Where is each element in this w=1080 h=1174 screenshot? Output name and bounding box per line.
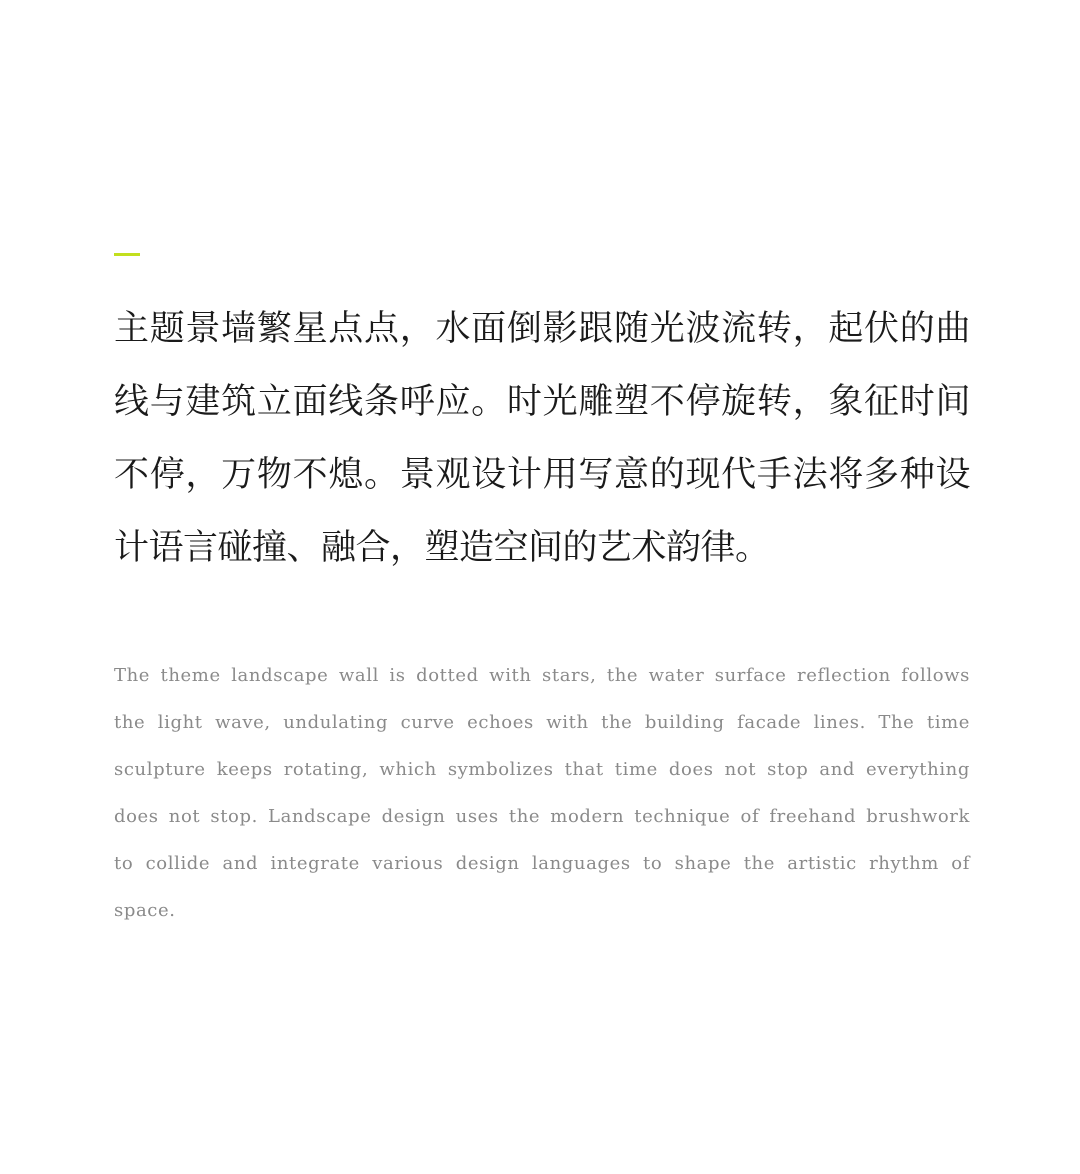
accent-bar (114, 253, 140, 256)
chinese-paragraph: 主题景墙繁星点点，水面倒影跟随光波流转，起伏的曲线与建筑立面线条呼应。时光雕塑不停旋转，象征时间不停，万物不熄。景观设计用写意的现代手法将多种设计语言碰撞、融合，塑造空间的艺术韵律。 (114, 309, 970, 568)
english-paragraph: The theme landscape wall is dotted with stars, the water surface reflection follows the light wave, undulating curve echoes with the building facade lines. The time sculpture keeps rotating, which symbolizes that time does not stop and everything does not stop. Landscape design uses the modern technique of freehand brushwork to collide and integrate various design languages to shape the artistic rhythm of space. (114, 665, 970, 921)
